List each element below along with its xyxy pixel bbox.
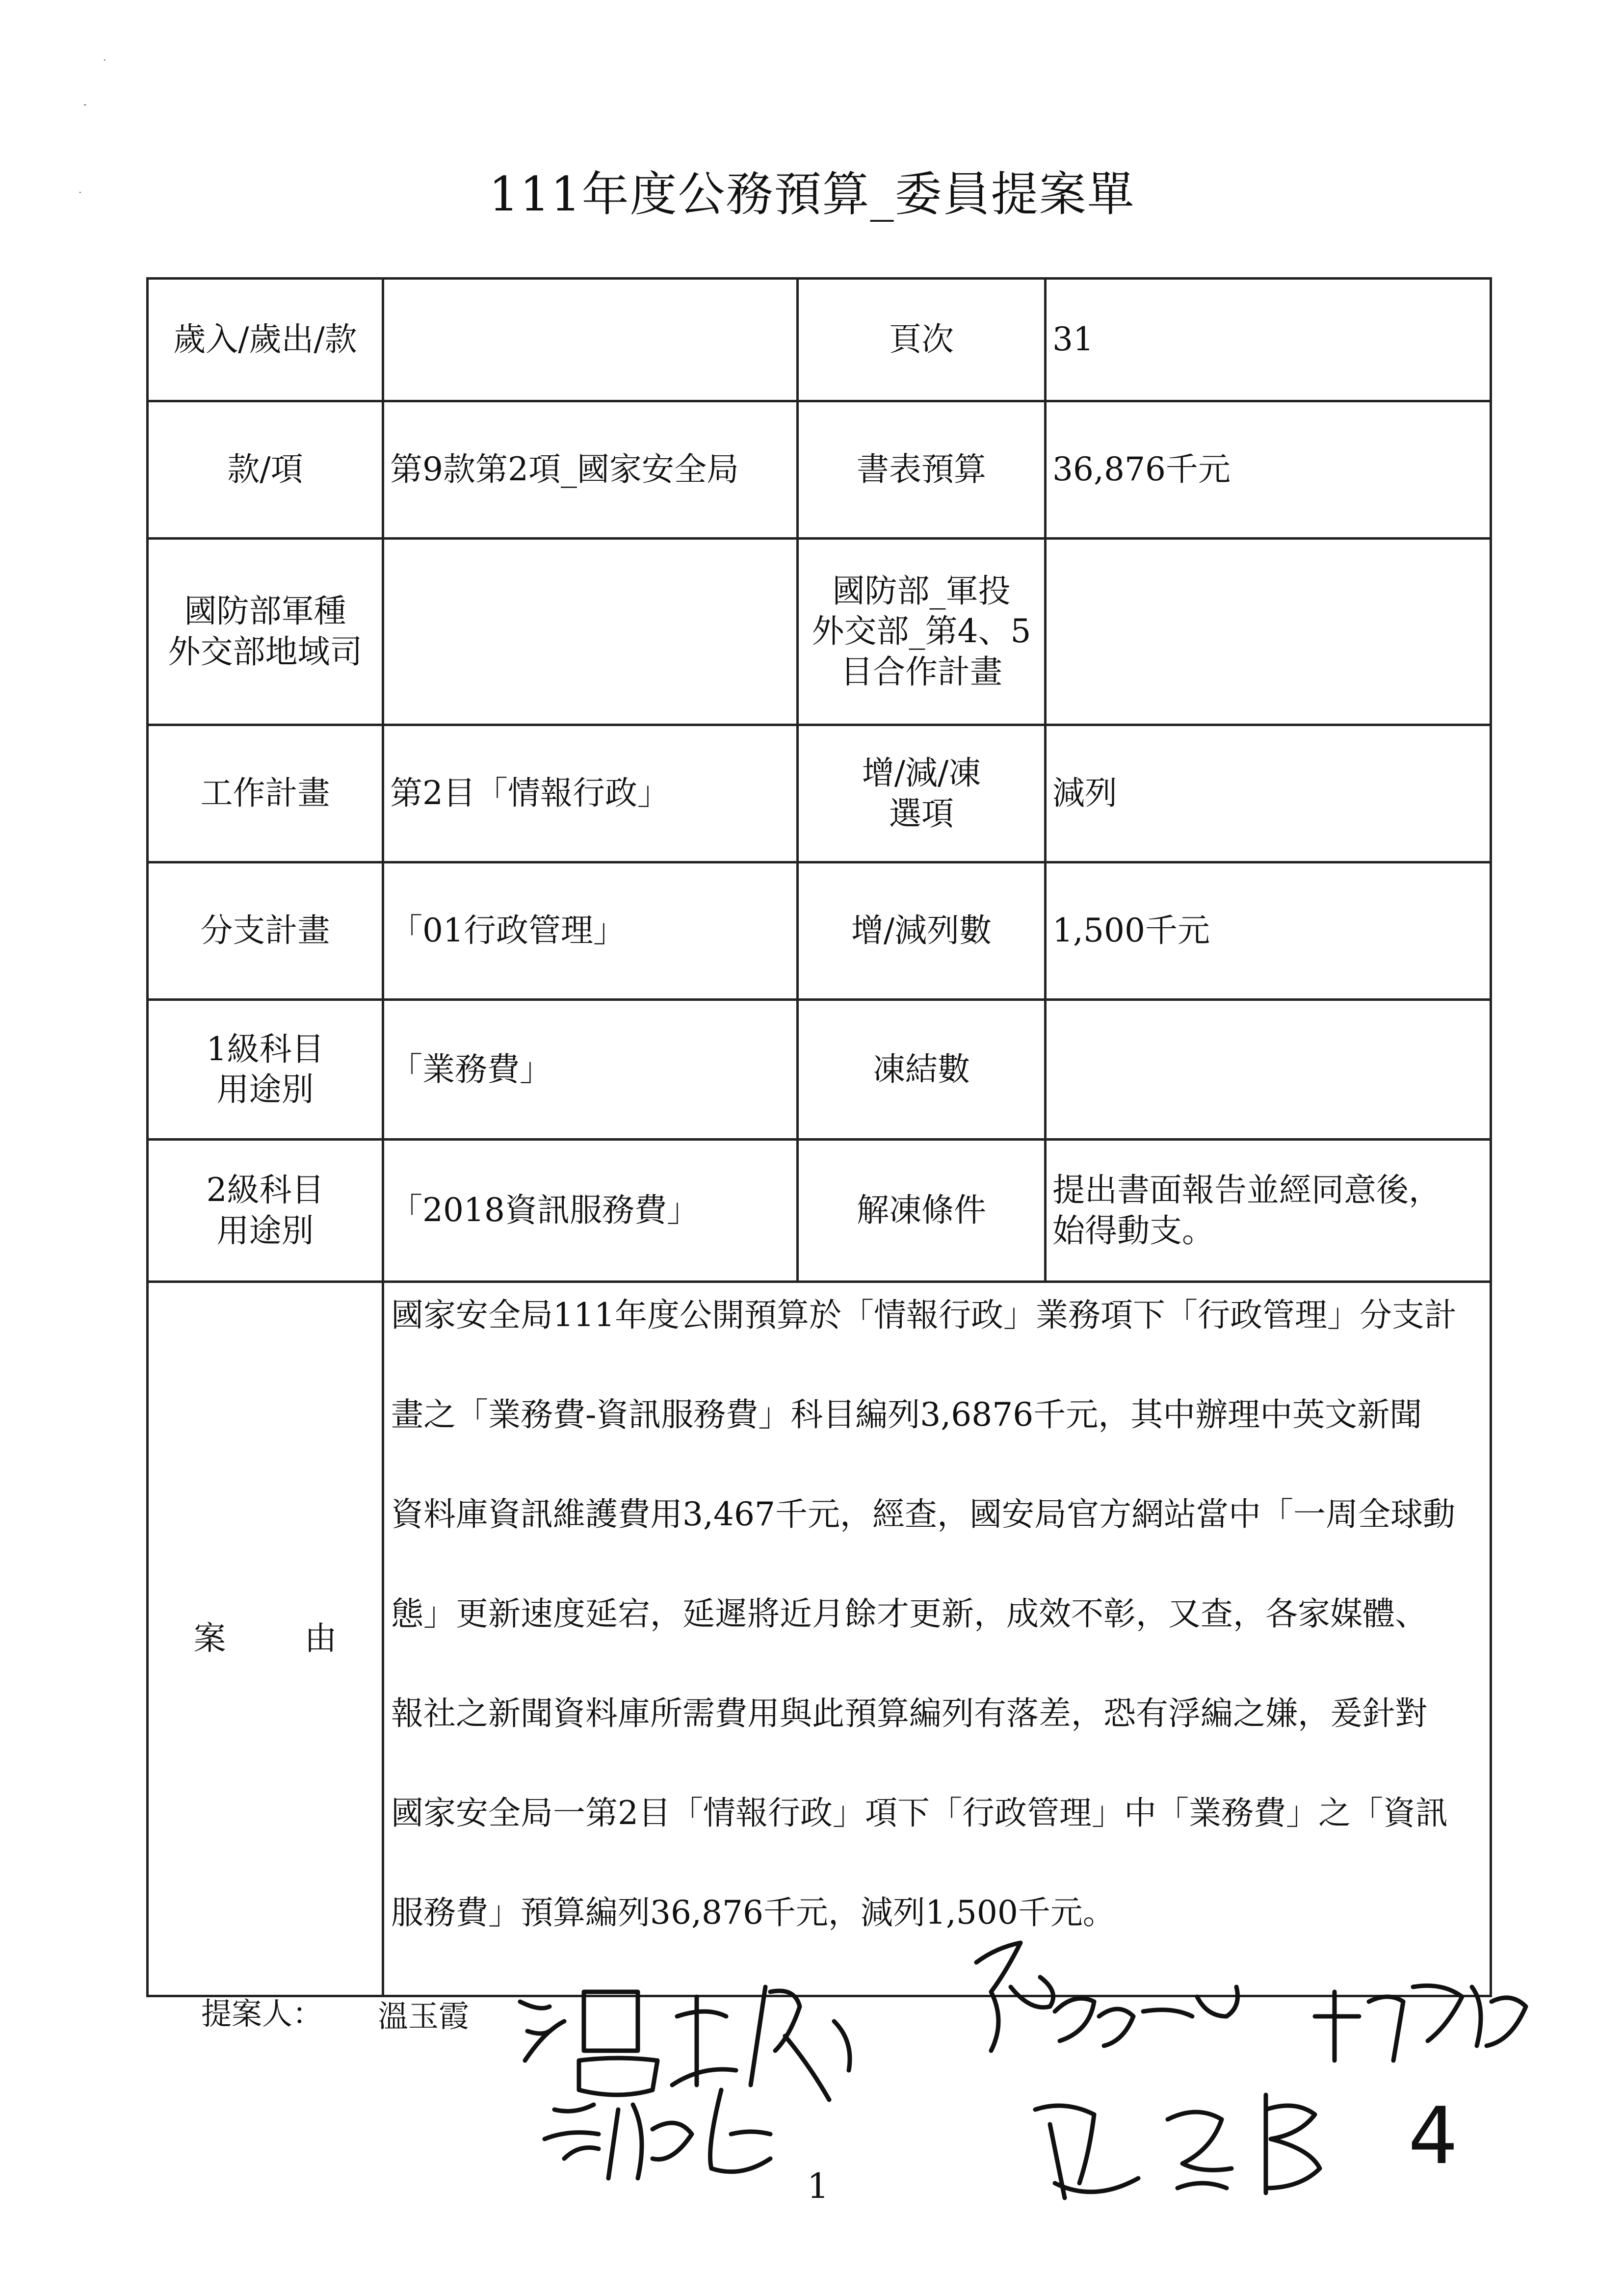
field-label <box>148 279 383 401</box>
field-label-line: 解凍條件 <box>857 1191 986 1229</box>
field-label <box>798 1000 1046 1140</box>
field-label-line: 增/減/凍 <box>862 754 981 792</box>
field-label-line: 頁次 <box>889 320 954 359</box>
field-value <box>383 279 798 401</box>
field-label-line: 工作計畫 <box>200 774 330 812</box>
field-label <box>798 725 1046 862</box>
signature-stroke <box>672 1987 850 2100</box>
field-value <box>1046 725 1491 862</box>
field-value <box>1046 401 1491 539</box>
field-label <box>148 1000 383 1140</box>
field-label <box>798 1140 1046 1282</box>
field-value-line: 1,500千元 <box>1052 912 1210 950</box>
field-value-line: 第2目「情報行政」 <box>390 774 670 812</box>
field-value-line: 36,876千元 <box>1052 450 1231 489</box>
handwritten-number: 4 <box>1408 2090 1458 2182</box>
field-label <box>148 401 383 539</box>
scan-speck: · <box>79 186 82 198</box>
field-value <box>383 862 798 1000</box>
field-value <box>1046 279 1491 401</box>
signature-stroke <box>1035 2095 1320 2198</box>
form-row <box>148 725 1491 862</box>
field-value <box>383 1140 798 1282</box>
field-label-line: 選項 <box>889 794 954 833</box>
field-value-line: 「2018資訊服務費」 <box>390 1191 699 1229</box>
reason-line: 服務費」預算編列36,876千元，減列1,500千元。 <box>391 1894 1115 1931</box>
field-label <box>798 401 1046 539</box>
field-label <box>148 725 383 862</box>
field-label-line: 1級科目 <box>206 1030 324 1068</box>
field-value-line: 第9款第2項_國家安全局 <box>390 450 739 489</box>
proposal-form-table <box>146 277 1492 1997</box>
reason-line: 畫之「業務費-資訊服務費」科目編列3,6876千元，其中辦理中英文新聞 <box>391 1396 1422 1434</box>
field-value-line: 始得動支。 <box>1052 1211 1214 1250</box>
reason-line: 國家安全局111年度公開預算於「情報行政」業務項下「行政管理」分支計 <box>391 1296 1457 1334</box>
form-row <box>148 1000 1491 1140</box>
field-label <box>148 539 383 725</box>
field-value <box>383 401 798 539</box>
page-number: 1 <box>807 2166 829 2206</box>
field-value-line: 「業務費」 <box>390 1050 552 1088</box>
field-label-line: 書表預算 <box>857 450 986 489</box>
field-label-line: 外交部_第4、5 <box>812 612 1031 651</box>
reason-row <box>148 1282 1491 1996</box>
reason-text <box>383 1282 1491 1996</box>
reason-label-char: 由 <box>304 1619 337 1658</box>
signature-stroke <box>545 2090 770 2178</box>
form-row <box>148 401 1491 539</box>
reason-line: 國家安全局一第2目「情報行政」項下「行政管理」中「業務費」之「資訊 <box>391 1794 1448 1832</box>
field-value-line: 減列 <box>1052 774 1117 812</box>
field-label <box>798 539 1046 725</box>
field-label-line: 國防部軍種 <box>184 592 346 630</box>
field-label-line: 分支計畫 <box>200 912 330 950</box>
field-value-line: 提出書面報告並經同意後， <box>1052 1171 1441 1209</box>
form-row <box>148 279 1491 401</box>
field-label <box>798 862 1046 1000</box>
signature-stroke <box>520 1992 657 2095</box>
reason-label-char: 案 <box>193 1619 226 1658</box>
field-label-line: 目合作計畫 <box>840 652 1002 691</box>
field-value <box>1046 1140 1491 1282</box>
field-label <box>148 1140 383 1282</box>
field-value-line: 31 <box>1052 320 1094 359</box>
field-label-line: 用途別 <box>216 1070 314 1108</box>
field-label-line: 凍結數 <box>873 1050 970 1088</box>
proposer-name: 溫玉霞 <box>378 1998 470 2034</box>
field-label <box>798 279 1046 401</box>
field-label-line: 外交部地域司 <box>168 632 363 671</box>
field-value-line: 「01行政管理」 <box>390 912 626 950</box>
field-value <box>1046 1000 1491 1140</box>
field-value <box>383 725 798 862</box>
page-title: 111年度公務預算_委員提案單 <box>489 167 1135 222</box>
field-value <box>1046 862 1491 1000</box>
reason-line: 資料庫資訊維護費用3,467千元，經查，國安局官方網站當中「一周全球動 <box>391 1495 1455 1533</box>
form-row <box>148 1140 1491 1282</box>
field-label-line: 款/項 <box>227 450 303 489</box>
reason-line: 態」更新速度延宕，延遲將近月餘才更新，成效不彰，又查，各家媒體、 <box>391 1595 1427 1633</box>
field-label-line: 增/減列數 <box>851 912 992 950</box>
scan-speck: - <box>83 98 87 110</box>
field-label <box>148 862 383 1000</box>
reason-label <box>148 1282 383 1996</box>
form-row <box>148 862 1491 1000</box>
field-label-line: 國防部_軍投 <box>832 572 1011 610</box>
field-value <box>1046 539 1491 725</box>
field-value <box>383 539 798 725</box>
field-label-line: 2級科目 <box>206 1171 324 1209</box>
field-label-line: 歲入/歲出/款 <box>173 320 357 359</box>
reason-line: 報社之新聞資料庫所需費用與此預算編列有落差，恐有浮編之嫌，爰針對 <box>391 1695 1427 1732</box>
field-label-line: 用途別 <box>216 1211 314 1250</box>
scan-speck: · <box>103 54 106 66</box>
form-row <box>148 539 1491 725</box>
field-value <box>383 1000 798 1140</box>
proposer-label: 提案人： <box>201 1996 323 2032</box>
